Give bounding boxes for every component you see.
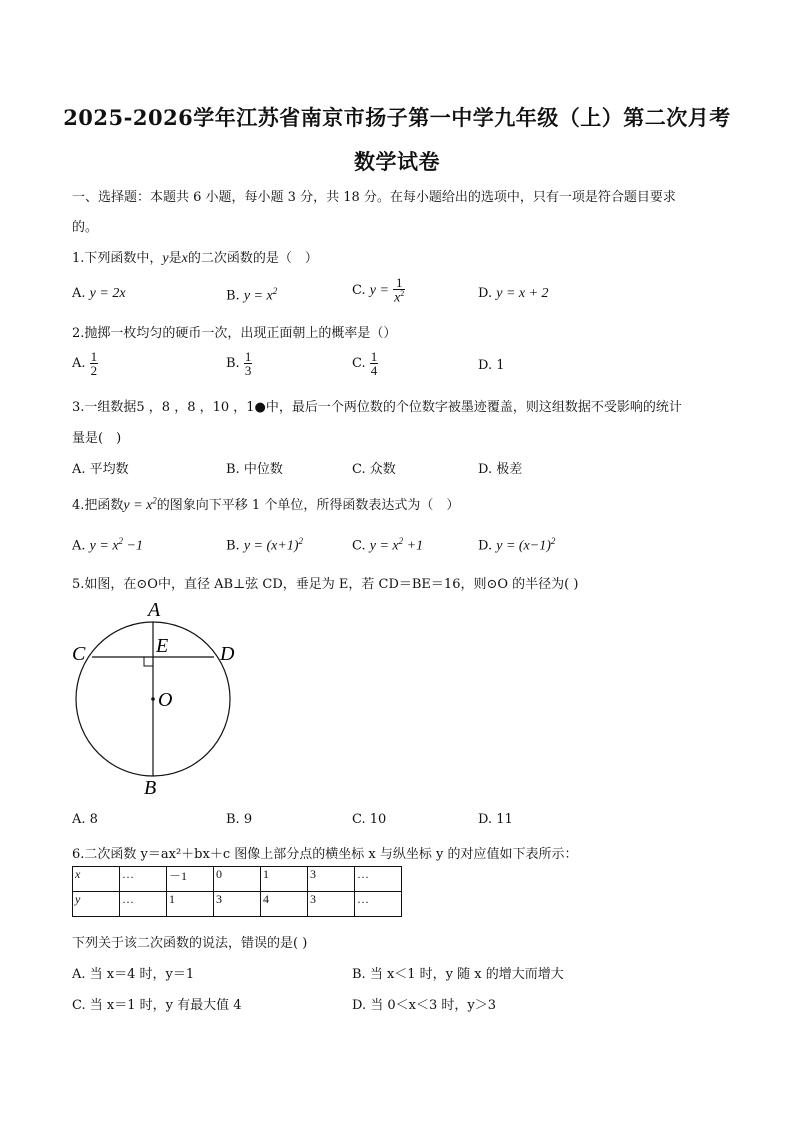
- q1-option-c[interactable]: C. y = $\frac{1}{x^2}$: [352, 275, 405, 306]
- q5-option-d[interactable]: D. 11: [478, 812, 513, 827]
- table-cell: 3: [308, 867, 355, 892]
- table-cell: 0: [214, 867, 261, 892]
- section-heading-cont: 的。: [72, 220, 99, 235]
- table-cell: 1: [167, 892, 214, 917]
- right-angle-mark: [144, 657, 153, 666]
- label-a: A: [148, 599, 161, 621]
- q4-option-b[interactable]: B. $y = (x+1)^2$: [226, 536, 303, 554]
- q3-stem-cont: 量是( ): [72, 431, 122, 446]
- q2-option-a[interactable]: A. $\frac{1}{2}$: [72, 349, 98, 378]
- q6-option-a[interactable]: A. 当 x＝4 时，y＝1: [72, 967, 195, 982]
- center-point: [151, 697, 155, 701]
- q4-stem: 4.把函数$y = x^2$的图象向下平移 1 个单位，所得函数表达式为（ ）: [72, 495, 460, 513]
- q2-option-d[interactable]: D. 1: [478, 358, 505, 373]
- q2-option-c[interactable]: C. $\frac{1}{4}$: [352, 349, 378, 378]
- q4-option-c[interactable]: C. $y = x^2 +1$: [352, 536, 424, 554]
- table-cell: 4: [261, 892, 308, 917]
- q3-option-b[interactable]: B. 中位数: [226, 462, 283, 477]
- q3-option-d[interactable]: D. 极差: [478, 462, 523, 477]
- table-cell: …: [120, 892, 167, 917]
- exam-title: 2025-2026学年江苏省南京市扬子第一中学九年级（上）第二次月考: [63, 105, 731, 130]
- q4-option-a[interactable]: A. $y = x^2 -1$: [72, 536, 143, 554]
- q4-option-d[interactable]: D. $y = (x-1)^2$: [478, 536, 556, 554]
- q6-option-b[interactable]: B. 当 x＜1 时，y 随 x 的增大而增大: [352, 967, 564, 982]
- q5-stem: 5.如图，在⊙O中，直径 AB⊥弦 CD，垂足为 E，若 CD＝BE＝16，则⊙O 的半径为( ): [72, 577, 579, 592]
- q3-stem: 3.一组数据5 ，8 ，8 ，10 ，1●中，最后一个两位数的个位数字被墨迹覆盖，则这组数据不受影响的统计: [72, 400, 682, 415]
- q2-option-b[interactable]: B. $\frac{1}{3}$: [226, 349, 252, 378]
- q6-prompt: 下列关于该二次函数的说法，错误的是( ): [72, 936, 308, 951]
- label-e: E: [156, 635, 169, 657]
- q2-stem: 2.抛掷一枚均匀的硬币一次，出现正面朝上的概率是（）: [72, 326, 397, 341]
- table-cell: x: [73, 867, 120, 892]
- table-cell: －1: [167, 867, 214, 892]
- q1-stem: 1.下列函数中，y是x的二次函数的是（ ）: [72, 251, 318, 266]
- q6-option-d[interactable]: D. 当 0＜x＜3 时，y＞3: [352, 998, 496, 1013]
- q1-option-b[interactable]: B. $y = x^2$: [226, 286, 278, 304]
- q5-option-b[interactable]: B. 9: [226, 812, 253, 827]
- value-table: [72, 866, 402, 917]
- table-row: [73, 867, 402, 892]
- label-b: B: [144, 777, 157, 799]
- table-cell: …: [355, 892, 402, 917]
- q1-option-a[interactable]: A. y = 2x: [72, 286, 126, 301]
- table-cell: …: [120, 867, 167, 892]
- q6-option-c[interactable]: C. 当 x＝1 时，y 有最大值 4: [72, 998, 242, 1013]
- q1-option-d[interactable]: D. y = x + 2: [478, 286, 549, 301]
- q5-option-c[interactable]: C. 10: [352, 812, 387, 827]
- section-heading: 一、选择题：本题共 6 小题，每小题 3 分，共 18 分。在每小题给出的选项中，只有一项是符合题目要求: [72, 190, 676, 205]
- label-d: D: [220, 643, 235, 665]
- exam-subtitle: 数学试卷: [354, 149, 440, 174]
- q3-option-c[interactable]: C. 众数: [352, 462, 396, 477]
- label-o: O: [158, 689, 173, 711]
- q3-option-a[interactable]: A. 平均数: [72, 462, 129, 477]
- table-cell: 3: [308, 892, 355, 917]
- label-c: C: [72, 643, 86, 665]
- q6-stem: 6.二次函数 y＝ax²＋bx＋c 图像上部分点的横坐标 x 与纵坐标 y 的对应值如下表所示：: [72, 847, 578, 862]
- table-cell: 3: [214, 892, 261, 917]
- circle-diagram: [60, 596, 260, 802]
- table-row: [73, 892, 402, 917]
- q5-option-a[interactable]: A. 8: [72, 812, 98, 827]
- table-cell: 1: [261, 867, 308, 892]
- table-cell: y: [73, 892, 120, 917]
- table-cell: …: [355, 867, 402, 892]
